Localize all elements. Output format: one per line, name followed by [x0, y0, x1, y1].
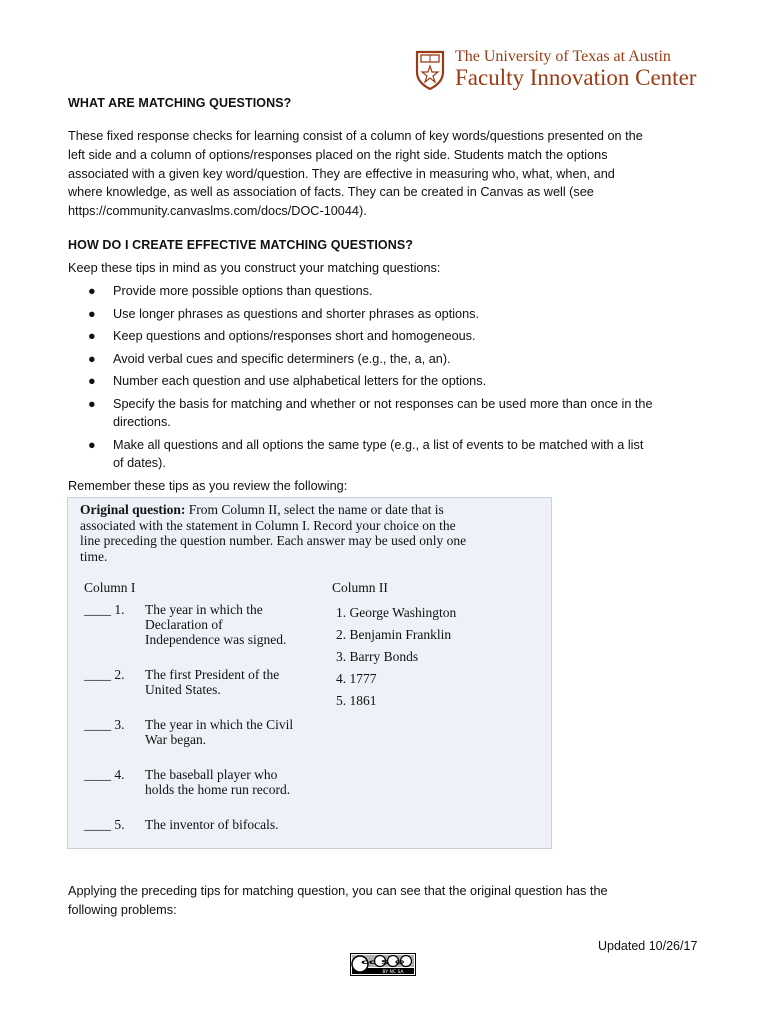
option-item: 2. Benjamin Franklin — [336, 627, 452, 642]
column-1-heading: Column I — [84, 580, 136, 595]
body-line: left side and a column of options/responses placed on the right side. Students match the options — [68, 147, 608, 162]
problems-intro: Applying the preceding tips for matching question, you can see that the original question has the following problems: — [68, 884, 608, 917]
column-2-heading: Column II — [332, 580, 388, 595]
cc-license-text: BY NC SA — [382, 970, 404, 975]
example-label: Original question: — [80, 502, 186, 517]
list-item: ● Specify the basis for matching and whether or not responses can be used more than once in the directions. — [88, 396, 653, 429]
answer-blank: ____ 2. — [84, 667, 125, 682]
ut-shield-icon — [415, 50, 445, 90]
body-line: These fixed response checks for learning consist of a column of key words/questions presented on the — [68, 129, 643, 143]
section-heading-what: WHAT ARE MATCHING QUESTIONS? — [68, 96, 292, 110]
option-item: 3. Barry Bonds — [336, 649, 419, 664]
university-name: The University of Texas at Austin — [455, 48, 671, 65]
body-line: where knowledge, as well as association of facts. They can be created in Canvas as well (see — [68, 185, 594, 200]
bullet-icon: ● — [88, 396, 96, 411]
ut-faculty-innovation-center-logo — [415, 48, 705, 94]
list-item: ● Number each question and use alphabetical letters for the options. — [88, 374, 487, 389]
example-instructions: Original question: From Column II, select the name or date that is associated with the statement in Column I. Record your choice on the line preceding the question number. Each answer may be used only one time. — [80, 502, 467, 564]
answer-blank: ____ 1. — [84, 602, 125, 617]
answer-blank: ____ 3. — [84, 717, 125, 732]
answer-blank: ____ 4. — [84, 767, 125, 782]
bullet-icon: ● — [88, 374, 96, 389]
original-question-example: Original question: From Column II, select the name or date that is associated with the statement in Column I. Record your choice on the line preceding the question number. Each answer may be used only one time. Column I Column II ____ 1. The year in which the Declaration of Independence was signed. ____ 2. The first President of the United States. ____ 3. The year in which the Civil War began. ____ 4. The baseball player who holds the home run record. ____ 5. The inventor of bifocals. 1. George Washington 2. Benjamin Franklin 3. Barry Bonds 4. 1777 5. 1861 — [67, 497, 552, 849]
bullet-icon: ● — [88, 437, 96, 452]
section-heading-how: HOW DO I CREATE EFFECTIVE MATCHING QUESTIONS? — [68, 238, 414, 252]
list-item: ● Keep questions and options/responses short and homogeneous. — [88, 329, 476, 344]
list-item: ● Make all questions and all options the same type (e.g., a list of events to be matched with a list of dates). — [88, 437, 644, 470]
bullet-icon: ● — [88, 306, 96, 321]
bullet-icon: ● — [88, 329, 96, 344]
body-line: https://community.canvaslms.com/docs/DOC-10044). — [68, 204, 367, 219]
body-line: associated with a given key word/question. They are effective in measuring who, what, when, and — [68, 166, 615, 181]
center-name: Faculty Innovation Center — [455, 65, 697, 90]
list-item: ● Provide more possible options than questions. — [88, 284, 373, 298]
list-item: ● Avoid verbal cues and specific determiners (e.g., the, a, an). — [88, 351, 451, 366]
tips-list — [68, 282, 708, 476]
option-item: 5. 1861 — [336, 693, 377, 708]
cc-symbols: cc $ ⊜ — [361, 958, 405, 966]
answer-blank: ____ 5. — [84, 817, 125, 832]
updated-date: Updated 10/26/17 — [598, 939, 698, 953]
option-item: 4. 1777 — [336, 671, 377, 686]
tips-intro: Keep these tips in mind as you construct your matching questions: — [68, 261, 441, 275]
bullet-icon: ● — [88, 284, 96, 298]
list-item: ● Use longer phrases as questions and shorter phrases as options. — [88, 306, 480, 321]
option-item: 1. George Washington — [336, 605, 457, 620]
bullet-icon: ● — [88, 351, 96, 366]
creative-commons-license-icon — [350, 953, 416, 976]
remember-text: Remember these tips as you review the following: — [68, 479, 348, 493]
section-body-what — [68, 127, 708, 221]
